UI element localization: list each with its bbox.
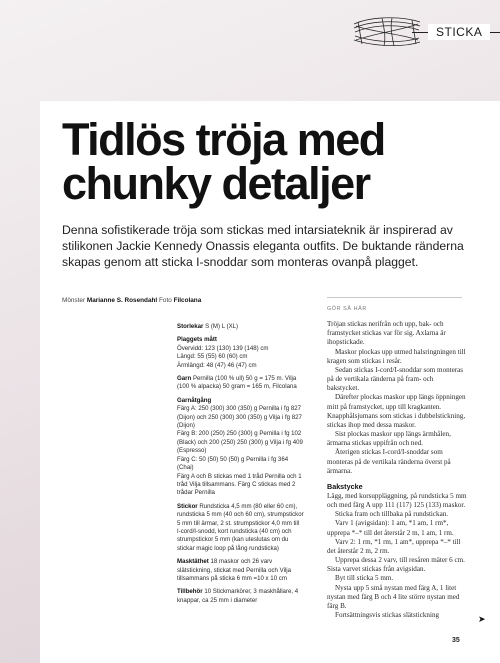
spec-extras-label: Tillbehör: [177, 588, 203, 596]
spec-gauge: [177, 558, 304, 583]
spec-size-value: S (M) L (XL): [205, 323, 239, 330]
spec-measures: [177, 336, 304, 370]
back-paragraph: Fortsättningsvis stickas slätstickning: [335, 611, 440, 619]
article-intro: Denna sofistikerade tröja som stickas med intarsiateknik är inspirerad av stilikonen Jackie Kennedy Onassis eleganta outfits. De buktande ränderna skapas genom att sticka I-snoddar som monteras ovanpå plagget.: [62, 223, 464, 270]
instructions-rule: [327, 297, 462, 298]
spec-needles-label: Stickor: [177, 502, 198, 510]
back-paragraph: Varv 2: 1 rm, *1 rm, 1 am*, upprepa *–* till det återstår 2 m, 2 rm.: [327, 537, 461, 555]
specs-column: [177, 323, 304, 610]
instruction-paragraph: Sist plockas maskor upp längs ärmhålen, ärmarna stickas uppifrån och ned.: [327, 430, 451, 448]
back-paragraph: Nysta upp 5 små nystan med färg A, 1 litet nystan med färg B och 4 lite större nystan med färg B.: [327, 583, 460, 610]
spec-size: [177, 323, 304, 331]
spec-yarn: [177, 375, 304, 392]
spec-amount: [177, 397, 304, 498]
instruction-paragraph: Maskor plockas upp utmed halsringningen till kragen som stickas i resår.: [327, 347, 466, 365]
back-paragraph: Sticka fram och tillbaka på rundstickan.: [335, 510, 449, 519]
instruction-paragraph: Tröjan stickas nerifrån och upp, bak- och framstycket stickas var för sig. Axlarna är ihopstickade.: [327, 320, 446, 347]
spec-gauge-value: 18 maskor och 26 varv slätstickning, stickat med Pernilla och Vilja tillsammans på sticka 6 mm =10 x 10 cm: [177, 558, 292, 582]
title-line-1: Tidlös tröja med: [62, 114, 385, 165]
title-line-2: chunky detaljer: [62, 158, 370, 209]
spec-gauge-label: Masktäthet: [177, 558, 209, 566]
back-paragraph: Varv 1 (avigsidan): 1 am, *1 am, 1 rm*, upprepa *–* till det återstår 2 m, 1 am, 1 rm.: [327, 519, 454, 537]
spec-needles: [177, 503, 304, 553]
article-title: [62, 114, 482, 209]
spec-yarn-value: Pernilla (100 % ull) 50 g = 175 m. Vilja (100 % alpacka) 50 gram = 165 m, Filcolana: [177, 375, 297, 391]
spec-extras: [177, 588, 304, 605]
instruction-paragraph: Sedan stickas I-cord/I-snoddar som monteras på de vertikala ränderna på fram- och bakstycket.: [327, 365, 464, 393]
instructions-label: GÖR SÅ HÄR: [327, 306, 367, 312]
back-piece-heading: Bakstycke: [327, 481, 363, 491]
pattern-author: Marianne S. Rosendahl: [86, 297, 158, 304]
back-paragraph: Lägg, med korsuppläggning, på rundsticka 5 mm och med färg A upp 111 (117) 125 (133) maskor.: [327, 491, 467, 510]
photo-credit: Filcolana: [173, 297, 202, 304]
instruction-paragraph: Därefter plockas maskor upp längs öppningen mitt på framstycket, upp till kragkanten. Knapphålsjumans som stickas i dubbelstickning, stickas ihop med dessa maskor.: [327, 393, 466, 429]
spec-measures-value: Övervidd: 123 (130) 139 (148) cm Längd: 55 (55) 60 (60) cm Ärmlängd: 48 (47) 46 (47) cm: [177, 344, 269, 369]
section-label: STICKA: [428, 24, 490, 40]
spec-yarn-label: Garn: [177, 375, 192, 383]
pattern-label: Mönster: [62, 297, 86, 304]
photo-label: Foto: [158, 297, 172, 304]
spec-amount-label: Garnåtgång: [177, 396, 212, 404]
instructions-column: [327, 305, 467, 620]
back-paragraph: Byt till sticka 5 mm.: [335, 574, 394, 583]
spec-extras-value: 10 Stickmarkörer, 3 maskhållare, 4 knappar, ca 25 mm i diameter: [177, 588, 299, 604]
spec-measures-label: Plaggets mått: [177, 336, 217, 344]
continue-arrow-icon: ➤: [478, 614, 486, 624]
spec-size-label: Storlekar: [177, 323, 204, 330]
back-paragraph: Upprepa dessa 2 varv, till resåren mäter 6 cm. Sista varvet stickas från avigsidan.: [327, 556, 465, 574]
page-number: 35: [452, 637, 460, 644]
spec-needles-value: Rundsticka 4,5 mm (80 eller 60 cm), rundsticka 5 mm (40 och 60 cm), strumpstickor 5 mm till ärmar, 2 st. strumpstickor 4,0 mm till I-cord/I-snodd, kort rundsticka (40 cm) och strumpstickor 5 mm (kan uteslutas om du stickar magic loop på lång rundsticka): [177, 502, 304, 552]
instruction-paragraph: Återigen stickas I-cord/I-snoddar som monteras på de vertikala ränderna överst på ärmarna.: [327, 448, 451, 475]
spec-amount-value: Färg A: 250 (300) 300 (350) g Pernilla i fg 827 (Dijon) och 250 (300) 300 (350) g Vilja i fg 827 (Dijon) Färg B: 200 (250) 250 (300) g Pernilla i fg 102 (Black) och 200 (250) 250 (300) g Vilja i fg 409 (Espresso) Färg C: 50 (50) 50 (50) g Pernilla i fg 364 (Chai) Färg A och B stickas med 1 tråd Pernilla och 1 tråd Vilja tillsammans. Färg C stickas med 2 trådar Pernilla: [177, 405, 303, 497]
